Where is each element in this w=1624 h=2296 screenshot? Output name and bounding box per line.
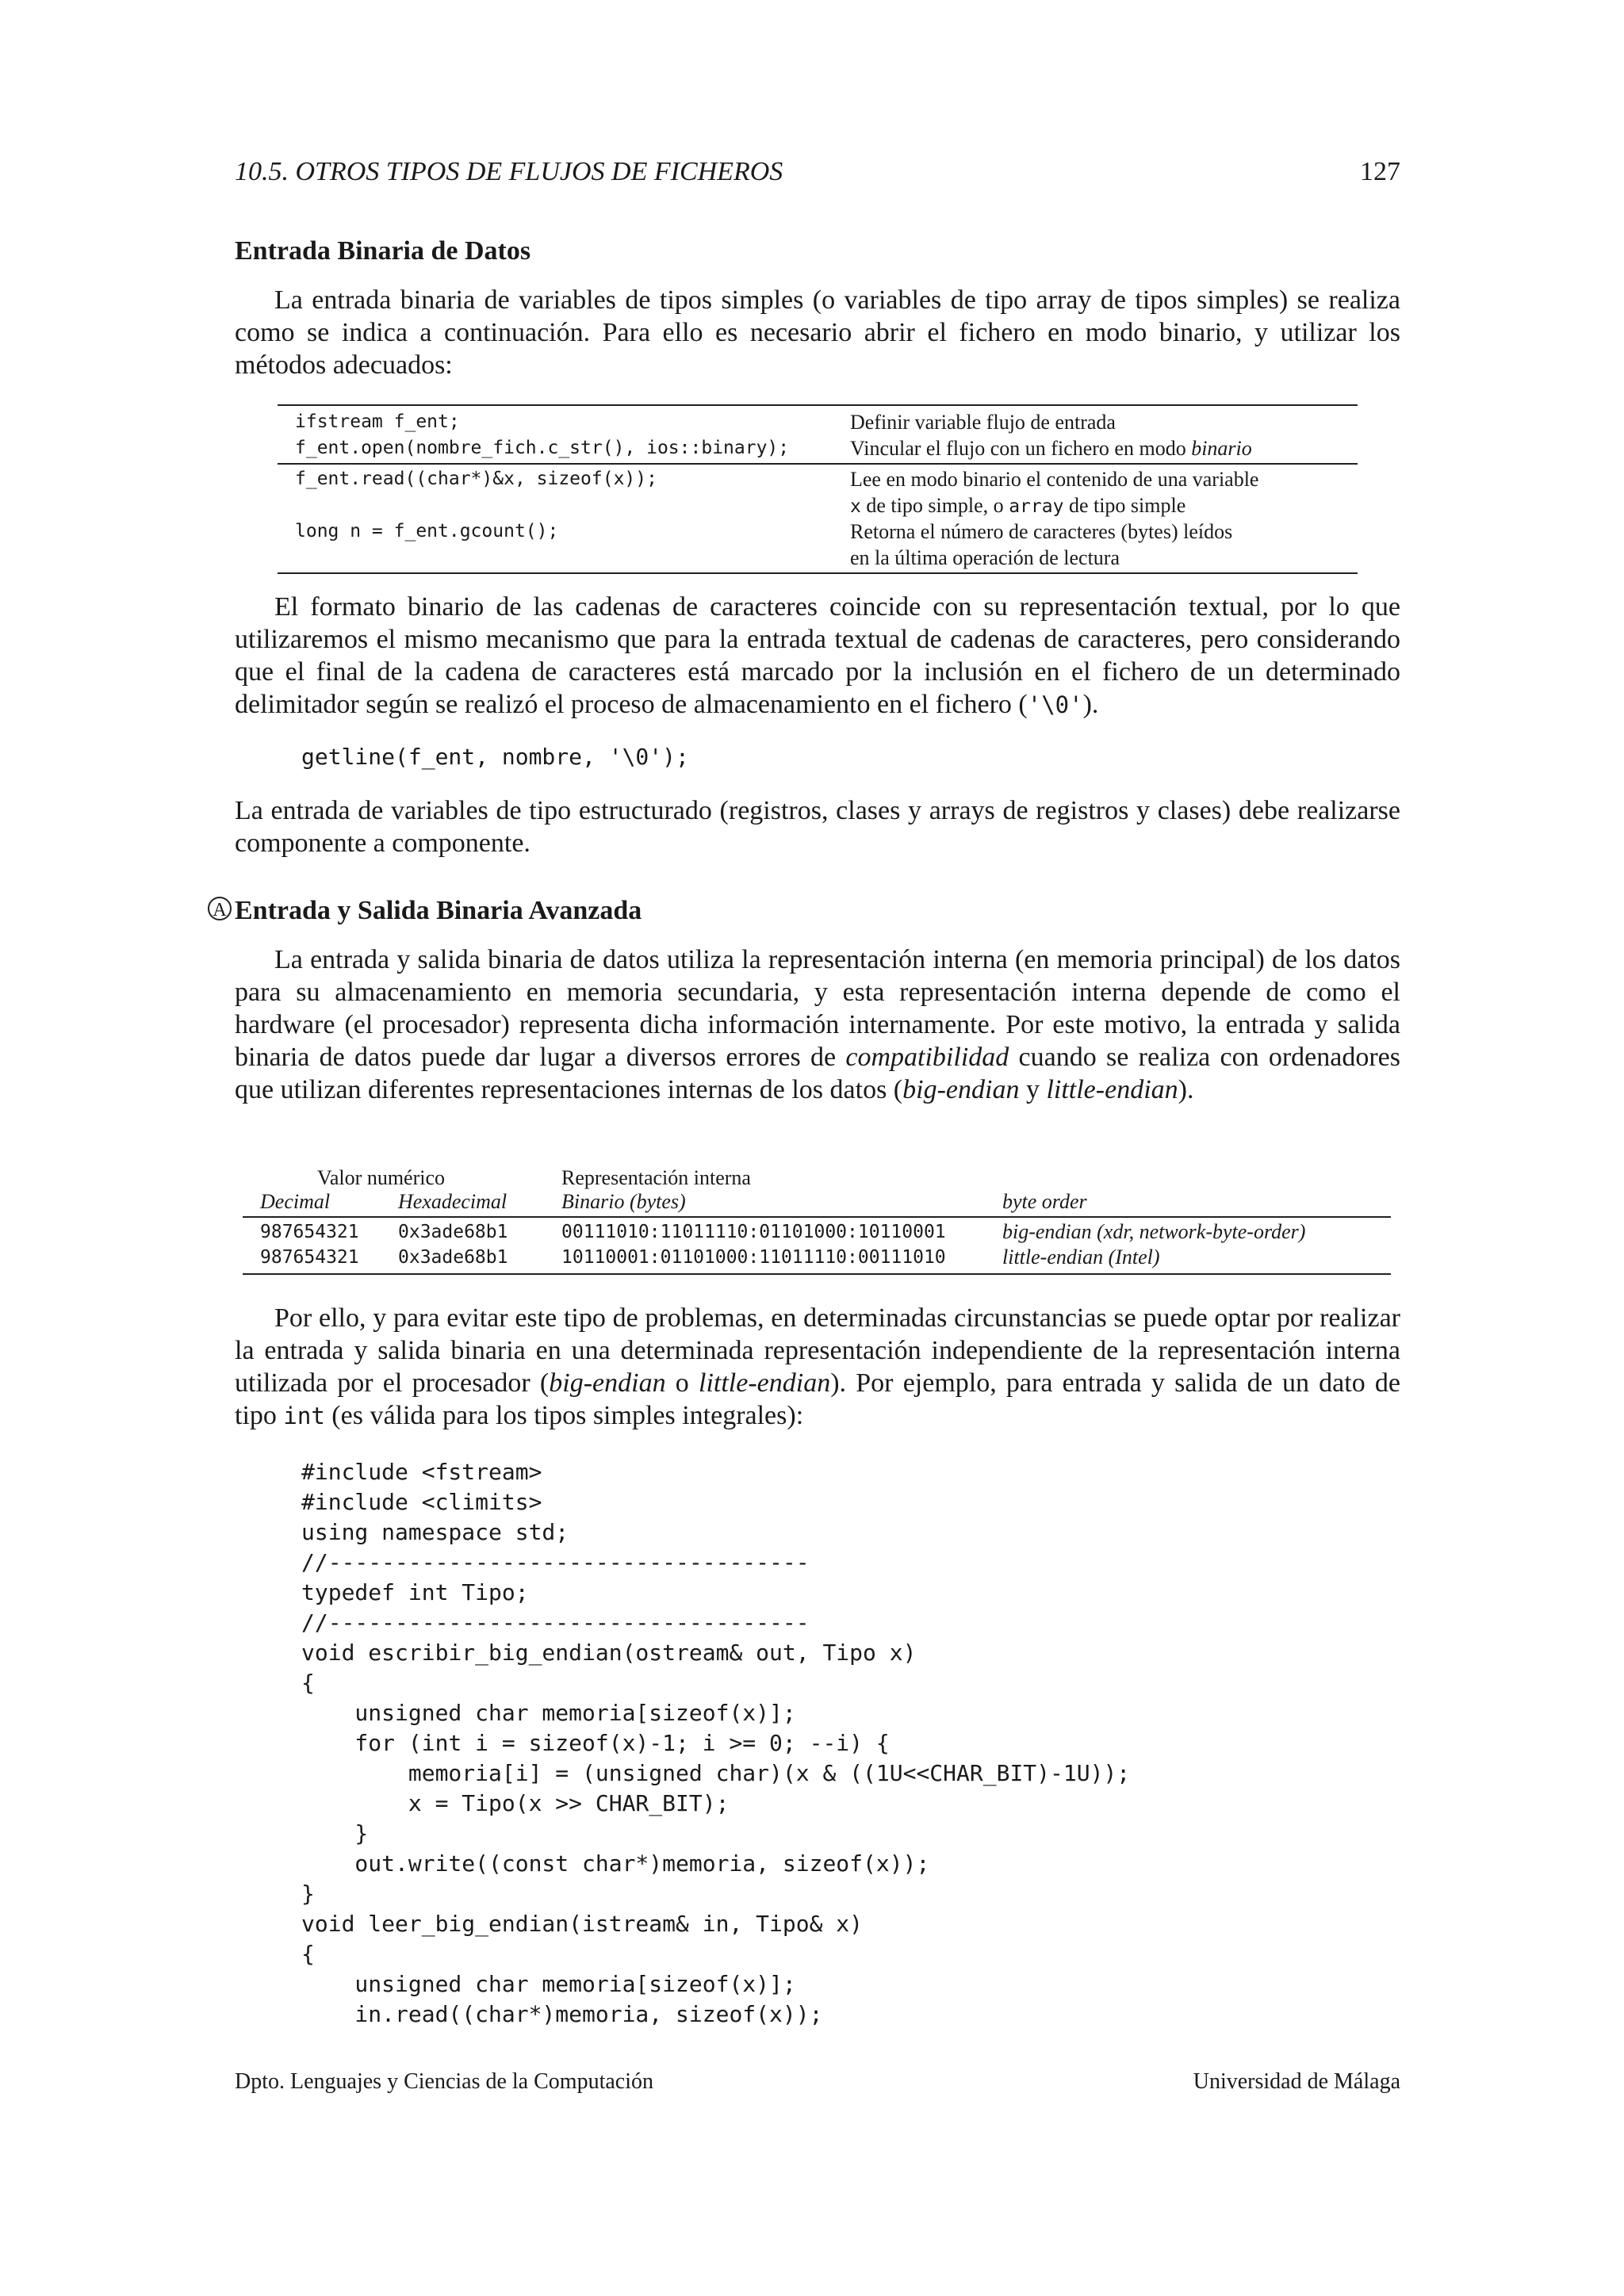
table-cell: 0x3ade68b1 — [398, 1222, 508, 1242]
paragraph-string-format — [235, 591, 1400, 721]
code-line: typedef int Tipo; — [301, 1579, 529, 1605]
paragraph-text: o — [665, 1368, 699, 1398]
code-line: #include <fstream> — [301, 1459, 542, 1485]
code-line: { — [301, 1670, 315, 1696]
code-line: out.write((const char*)memoria, sizeof(x)); — [301, 1850, 930, 1877]
emphasis: compatibilidad — [845, 1043, 1009, 1072]
code-line: //------------------------------------ — [301, 1549, 810, 1575]
code-line: unsigned char memoria[sizeof(x)]; — [301, 1971, 796, 1997]
table-rule-top — [278, 404, 1358, 406]
code-line: { — [301, 1941, 315, 1967]
table-header: Decimal — [260, 1190, 331, 1213]
table-rule-mid — [243, 1216, 1391, 1218]
code-line: memoria[i] = (unsigned char)(x & ((1U<<CHAR_BIT)-1U)); — [301, 1760, 1131, 1786]
paragraph-structured: La entrada de variables de tipo estructurado (registros, clases y arrays de registros y clases) debe realizarse componente a componente. — [235, 796, 1400, 858]
emphasis: little-endian — [1046, 1075, 1178, 1104]
table-cell-desc: Lee en modo binario el contenido de una variable — [850, 468, 1259, 491]
section-title-avanzada: Entrada y Salida Binaria Avanzada — [235, 896, 642, 925]
code-line: void escribir_big_endian(ostream& out, Tipo x) — [301, 1640, 917, 1666]
table-cell-code: ifstream f_ent; — [295, 411, 460, 432]
inline-code: '\0' — [1027, 691, 1083, 718]
table-cell-code-inline: array — [1009, 496, 1064, 517]
code-line: unsigned char memoria[sizeof(x)]; — [301, 1700, 796, 1726]
table-rule-bottom — [278, 572, 1358, 574]
header-section-title: 10.5. OTROS TIPOS DE FLUJOS DE FICHEROS — [235, 157, 783, 186]
paragraph-text: ). — [1082, 690, 1099, 719]
table-cell-desc-text: de tipo simple, o — [860, 494, 1009, 517]
table-group-header: Representación interna — [561, 1166, 751, 1189]
paragraph-text: La entrada y salida binaria de datos utiliza la representación interna (en memoria principal) de los datos para su almacenamiento en memoria secundaria, y esta representación interna depende de como el hardware (el procesador) representa dicha información internamente. Por este motivo, la entrada y salida binaria de datos puede dar lugar a diversos errores de — [235, 945, 1400, 1072]
paragraph-text: ). Por ejemplo, para entrada y salida de un dato de tipo — [235, 1368, 1401, 1430]
table-cell-code-inline: x — [850, 496, 861, 517]
table-header: Binario (bytes) — [561, 1190, 686, 1213]
table-cell: 0x3ade68b1 — [398, 1247, 508, 1268]
paragraph-text: Por ello, y para evitar este tipo de problemas, en determinadas circunstancias se puede optar por realizar la entrada y salida binaria en una determinada representación independiente de la representación interna utilizada por el procesador ( — [235, 1303, 1400, 1398]
advanced-marker-icon: A — [208, 897, 232, 920]
table-cell-desc — [850, 435, 1252, 461]
paragraph-endianness — [235, 943, 1400, 1106]
footer-university: Universidad de Málaga — [1193, 2069, 1400, 2094]
table-cell-desc-text: de tipo simple — [1063, 494, 1186, 517]
table-cell-desc — [850, 492, 1185, 520]
code-line: //------------------------------------ — [301, 1609, 810, 1636]
table-cell: 987654321 — [260, 1222, 359, 1242]
paragraph-text: ). — [1178, 1075, 1194, 1104]
code-line: } — [301, 1820, 369, 1846]
table-cell: little-endian (Intel) — [1002, 1246, 1160, 1269]
table-cell-code: f_ent.read((char*)&x, sizeof(x)); — [295, 469, 657, 489]
paragraph-intro-text: La entrada binaria de variables de tipos simples (o variables de tipo array de tipos simples) se realiza como se indica a continuación. Para ello es necesario abrir el fichero en modo binario, y utilizar los métodos adecuados: — [235, 285, 1400, 380]
table-cell: 10110001:01101000:11011110:00111010 — [561, 1247, 946, 1268]
code-line: in.read((char*)memoria, sizeof(x)); — [301, 2001, 823, 2027]
code-line: #include <climits> — [301, 1489, 542, 1515]
paragraph-representation — [235, 1302, 1400, 1433]
page-number: 127 — [1360, 157, 1400, 186]
code-line: x = Tipo(x >> CHAR_BIT); — [301, 1790, 730, 1816]
paragraph-text: cuando se realiza con ordenadores que utilizan diferentes representaciones internas de los datos ( — [235, 1043, 1400, 1104]
table-cell-code: long n = f_ent.gcount(); — [295, 521, 559, 541]
paragraph-intro — [235, 284, 1400, 381]
table-cell-code: f_ent.open(nombre_fich.c_str(), ios::binary); — [295, 438, 790, 458]
table-rule-mid — [278, 463, 1358, 465]
paragraph-text: y — [1019, 1075, 1047, 1104]
paragraph-text: (es válida para los tipos simples integrales): — [324, 1401, 804, 1430]
getline-code: getline(f_ent, nombre, '\0'); — [301, 744, 689, 770]
emphasis: big-endian — [549, 1368, 666, 1398]
paragraph-text: El formato binario de las cadenas de caracteres coincide con su representación textual, por lo que utilizaremos el mismo mecanismo que para la entrada textual de cadenas de caracteres, pero considerando que el final de la cadena de caracteres está marcado por la inclusión en el fichero de un determinado delimitador según se realizó el proceso de almacenamiento en el fichero ( — [235, 592, 1400, 719]
table-cell-desc-text: Vincular el flujo con un fichero en modo — [850, 437, 1192, 460]
code-line: } — [301, 1881, 315, 1907]
table-cell-desc-emphasis: binario — [1191, 437, 1252, 460]
table-header: byte order — [1002, 1190, 1087, 1213]
table-rule-bottom — [243, 1273, 1391, 1275]
emphasis: big-endian — [902, 1075, 1020, 1104]
table-cell-desc: Retorna el número de caracteres (bytes) leídos — [850, 520, 1233, 543]
running-header — [235, 157, 1400, 197]
code-line: using namespace std; — [301, 1519, 569, 1545]
table-group-header: Valor numérico — [317, 1166, 446, 1189]
table-cell: 987654321 — [260, 1247, 359, 1268]
code-listing — [301, 1457, 1130, 2030]
inline-code: int — [283, 1402, 325, 1429]
table-header: Hexadecimal — [398, 1190, 508, 1213]
code-line: for (int i = sizeof(x)-1; i >= 0; --i) { — [301, 1730, 890, 1756]
emphasis: little-endian — [699, 1368, 831, 1398]
table-cell: big-endian (xdr, network-byte-order) — [1002, 1220, 1306, 1243]
table-cell-desc: Definir variable flujo de entrada — [850, 411, 1116, 434]
code-line: void leer_big_endian(istream& in, Tipo& x) — [301, 1911, 864, 1937]
table-cell-desc: en la última operación de lectura — [850, 546, 1120, 569]
footer-department: Dpto. Lenguajes y Ciencias de la Computación — [235, 2069, 653, 2094]
section-title-entrada-binaria: Entrada Binaria de Datos — [235, 236, 531, 266]
table-cell: 00111010:11011110:01101000:10110001 — [561, 1222, 946, 1242]
